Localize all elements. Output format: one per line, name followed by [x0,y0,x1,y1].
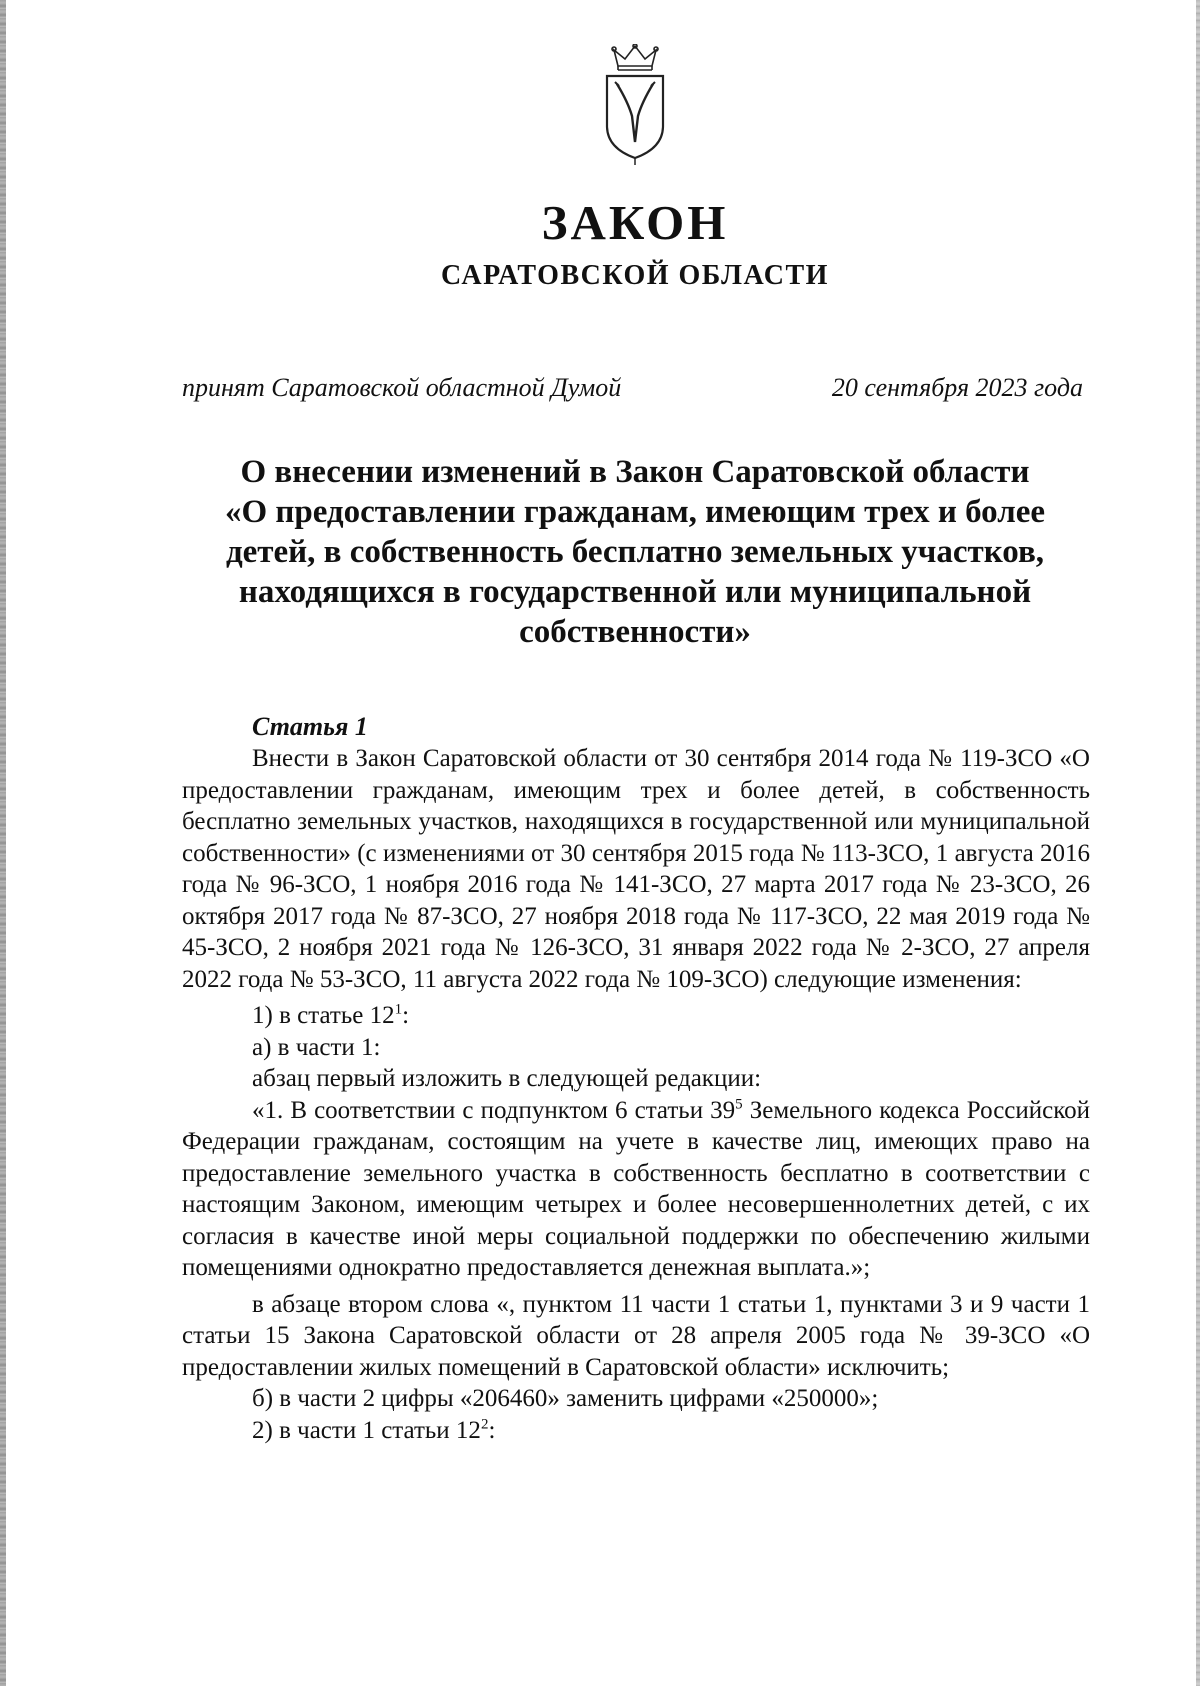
article-paragraph: в абзаце втором слова «, пунктом 11 части 1 статьи 1, пунктами 3 и 9 части 1 статьи 15 Закона Саратовской области от 28 апреля 2005 года № 39-ЗСО «О предоставлении жилых помещений в Саратовской области» исключить; [182,1290,1090,1381]
article-body [182,743,1090,1446]
list-item [182,1000,1090,1032]
law-name-line: детей, в собственность бесплатно земельных участков, [225,534,1045,570]
adoption-note: принят Саратовской областной Думой [182,373,622,402]
article-paragraph: Внести в Закон Саратовской области от 30 сентября 2014 года № 119-ЗСО «О предоставлении гражданам, имеющим трех и более детей, в собственность бесплатно земельных участков, находящихся в государственной или муниципальной собственности» (с изменениями от 30 сентября 2015 года № 113-ЗСО, 1 августа 2016 года № 96-ЗСО, 1 ноября 2016 года № 141-ЗСО, 27 марта 2017 года № 23-ЗСО, 26 октября 2017 года № 87-ЗСО, 27 ноября 2018 года № 117-ЗСО, 22 мая 2019 года № 45-ЗСО, 2 ноября 2021 года № 126-ЗСО, 31 января 2022 года № 2-ЗСО, 27 апреля 2022 года № 53-ЗСО, 11 августа 2022 года № 109-ЗСО) следующие изменения: [182,745,1090,993]
article-title: Статья 1 [252,712,368,741]
list-item-text: : [488,1416,496,1444]
law-name-line: собственности» [519,614,751,650]
superscript: 2 [480,1416,489,1433]
quote-text: «1. В соответствии с подпунктом 6 статьи 39 [252,1096,736,1124]
scan-edge-left [0,0,6,1686]
list-item: б) в части 2 цифры «206460» заменить цифрами «250000»; [252,1385,879,1412]
list-item-text: 2) в части 1 статьи 12 [252,1416,481,1444]
list-item-text: : [402,1002,410,1029]
scan-edge-right [1196,0,1200,1686]
list-item: а) в части 1: [252,1033,381,1061]
adoption-date: 20 сентября 2023 года [831,373,1083,402]
superscript: 1 [394,1001,403,1018]
document-title: ЗАКОН [541,195,729,250]
list-item-text: 1) в статье 12 [252,1002,395,1029]
law-name-line: «О предоставлении гражданам, имеющим трех и более [224,494,1046,530]
law-name-line: О внесении изменений в Закон Саратовской области [240,454,1030,490]
law-name [170,452,1100,652]
law-name-line: находящихся в государственной или муниципальной [238,574,1032,610]
list-item: абзац первый изложить в следующей редакции: [252,1065,762,1092]
list-item [182,1415,1090,1447]
quoted-paragraph [182,1095,1090,1284]
superscript: 5 [735,1096,743,1113]
quote-text: Земельного кодекса Российской Федерации гражданам, состоящим на учете в качестве лиц, имеющих право на предоставление земельного участка в собственность бесплатно в соответствии с настоящим Законом, имеющим четырех и более несовершеннолетних детей, с их согласия в качестве иной меры социальной поддержки по обеспечению жилыми помещениями однократно предоставляется денежная выплата.»; [182,1096,1091,1281]
document-subtitle: САРАТОВСКОЙ ОБЛАСТИ [441,260,829,291]
coat-of-arms-icon [598,44,672,166]
